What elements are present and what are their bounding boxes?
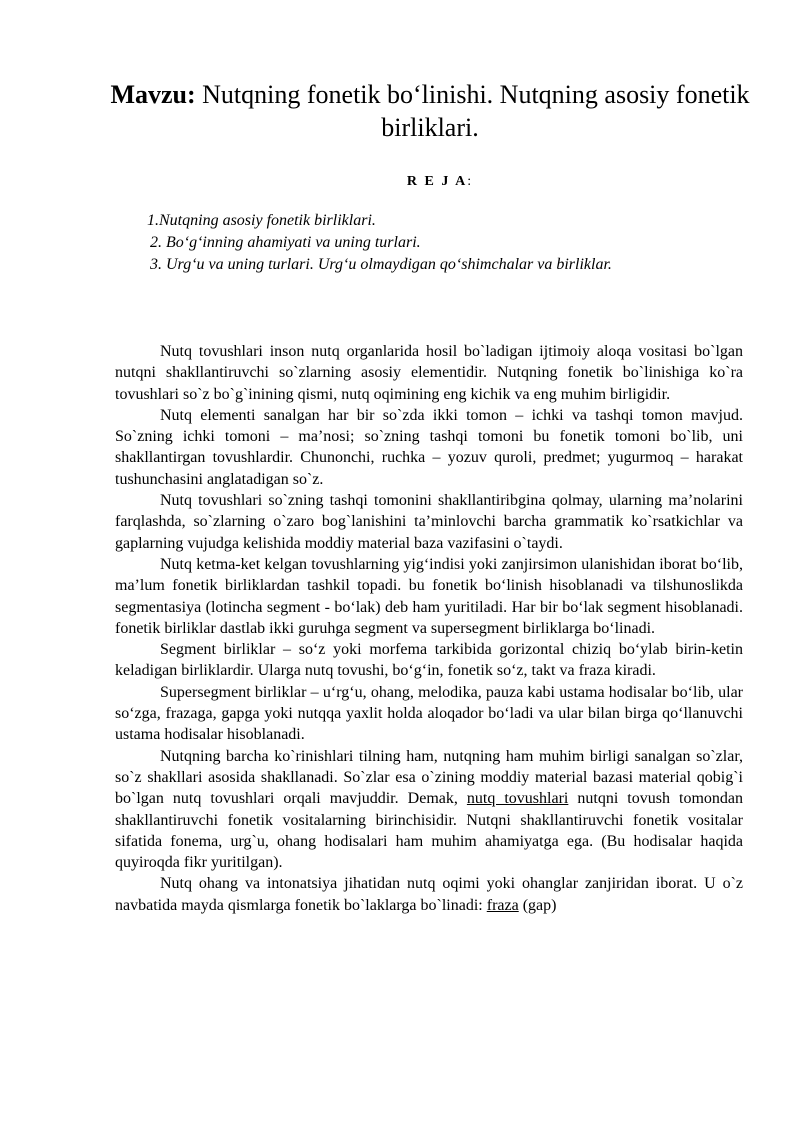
paragraph-text: (gap) [518, 896, 557, 914]
title-text: Nutqning fonetik bo‘linishi. Nutqning asosiy fonetik birliklari. [202, 80, 750, 142]
paragraph [115, 746, 743, 874]
paragraph-text: Nutq ohang va intonatsiya jihatidan nutq oqimi yoki ohanglar zanjiridan iborat. U o`z navbatida mayda qismlarga fonetik bo`laklarga bo`linadi: [115, 875, 743, 914]
plan-heading-colon: : [467, 174, 474, 189]
paragraph: Nutq elementi sanalgan har bir so`zda ikki tomon – ichki va tashqi tomon mavjud. So`zning ichki tomoni – ma’nosi; so`zning tashqi tomoni bu fonetik tomoni bo`lib, uni shakllantirgan tovushlardir. Chunonchi, ruchka – yozuv quroli, predmet; yugurmoq – harakat tushunchasini anglatadigan so`z. [115, 406, 743, 488]
plan-item: 2. Bo‘g‘inning ahamiyati va uning turlari. [150, 234, 421, 251]
plan-heading-text: R E J A [406, 174, 468, 189]
paragraph: Nutq tovushlari so`zning tashqi tomonini shakllantiribgina qolmay, ularning ma’nolarini farqlashda, so`zlarning o`zaro bog`lanishini ta’minlovchi barcha grammatik ko`rsatkichlar va gaplarning vujudga kelishida moddiy material baza vazifasini o`taydi. [115, 492, 743, 552]
underlined-term-link[interactable]: fraza [486, 896, 519, 914]
paragraph-text: Nutqning barcha ko`rinishlari tilning ham, nutqning ham muhim birligi sanalgan so`zlar, so`z shakllari asosida shakllanadi. So`zlar esa o`zining moddiy material bazasi material qobig`i bo`lgan nutq tovushlari orqali mavjuddir. Demak, [115, 747, 743, 808]
plan-list [147, 210, 612, 276]
paragraph-text: nutqni tovush tomondan shakllantiruvchi fonetik vositalarning birinchisidir. Nutqni shakllantiruvchi fonetik vositalar sifatida fonema, urg`u, ohang hodisalari ham muhim ahamiyatga ega. (Bu hodisalar haqida quyiroqda fikr yuritilgan). [115, 790, 743, 872]
plan-item: 3. Urg‘u va uning turlari. Urg‘u olmaydigan qo‘shimchalar va birliklar. [150, 256, 612, 273]
paragraph [115, 873, 743, 916]
paragraph: Segment birliklar – so‘z yoki morfema tarkibida gorizontal chiziq bo‘ylab birin-ketin keladigan birliklardir. Ularga nutq tovushi, bo‘g‘in, fonetik so‘z, takt va fraza kiradi. [115, 641, 743, 680]
paragraph: Nutq ketma-ket kelgan tovushlarning yig‘indisi yoki zanjirsimon ulanishidan iborat bo‘lib, ma’lum fonetik birliklardan tashkil topadi. bu fonetik bo‘linish hisoblanadi va tilshunoslikda segmentasiya (lotincha segment - bo‘lak) deb ham yuritiladi. Har bir bo‘lak segment hisoblanadi. fonetik birliklar dastlab ikki guruhga segment va supersegment birliklarga bo‘linadi. [115, 555, 743, 637]
page-title [100, 78, 760, 144]
body-text [115, 341, 743, 916]
plan-item: 1.Nutqning asosiy fonetik birliklari. [147, 212, 376, 229]
paragraph: Supersegment birliklar – u‘rg‘u, ohang, melodika, pauza kabi ustama hodisalar bo‘lib, ular so‘zga, frazaga, gapga yoki nutqqa yaxlit holda aloqador bo‘ladi va ular bilan birga qo‘llanuvchi ustama hodisalar hisoblanadi. [115, 683, 743, 744]
paragraph: Nutq tovushlari inson nutq organlarida hosil bo`ladigan ijtimoiy aloqa vositasi bo`lgan nutqni shakllantiruvchi so`zlarning asosiy elementidir. Nutqning fonetik bo`linishiga ko`ra tovushlari so`z bo`g`inining qismi, nutq oqimining eng kichik va eng muhim birligidir. [115, 343, 743, 403]
plan-heading [0, 174, 800, 190]
underlined-term-link[interactable]: nutq tovushlari [466, 790, 569, 808]
title-prefix: Mavzu: [110, 80, 196, 109]
